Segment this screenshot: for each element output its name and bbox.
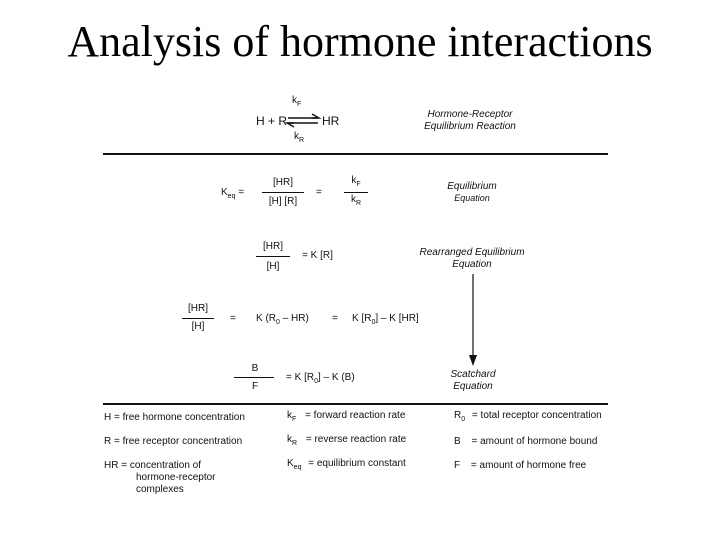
k-symbol: k xyxy=(351,175,357,186)
label-line: Scatchard xyxy=(450,369,496,380)
legend-hr-cont: complexes xyxy=(136,484,184,495)
k-subscript: eq xyxy=(227,193,236,200)
legend-kf xyxy=(287,411,405,421)
legend-subscript: F xyxy=(292,416,297,423)
equals-sign: = xyxy=(316,187,322,198)
expr-subscript: 0 xyxy=(314,378,318,385)
k-subscript: F xyxy=(297,101,302,108)
label-line: Hormone-Receptor xyxy=(427,109,513,120)
equals-sign: = xyxy=(230,313,236,324)
label-line: Equation xyxy=(452,259,492,270)
legend-text: = amount of hormone free xyxy=(470,460,587,471)
legend-symbol: B xyxy=(454,436,461,447)
reactants: H + R xyxy=(256,114,288,128)
fraction-numerator: [HR] xyxy=(273,177,293,188)
rearranged-rhs: = K [R] xyxy=(302,250,333,261)
legend-text: = amount of hormone bound xyxy=(471,436,598,447)
legend-subscript: R xyxy=(292,440,298,447)
fraction-numerator: [HR] xyxy=(263,241,283,252)
fraction-denominator: [H] [R] xyxy=(268,196,298,207)
legend-symbol: k xyxy=(287,410,292,421)
k-symbol: k xyxy=(292,95,297,106)
expr-part: ] – K [HR] xyxy=(375,313,419,324)
k-subscript: F xyxy=(356,181,361,188)
legend-text: = total receptor concentration xyxy=(471,410,602,421)
label-line: Equilibrium Reaction xyxy=(424,121,516,132)
expr-subscript: 0 xyxy=(371,319,376,326)
expr-part: K (R xyxy=(256,313,276,324)
legend-r: R = free receptor concentration xyxy=(104,436,243,447)
fraction-denominator: [H] xyxy=(191,321,205,332)
expr-part: = K [R xyxy=(286,372,315,383)
legend-symbol: R xyxy=(454,410,462,421)
k-subscript: R xyxy=(355,200,362,207)
legend-symbol: K xyxy=(287,458,294,469)
fraction-numerator: [HR] xyxy=(188,303,208,314)
legend-subscript: 0 xyxy=(461,416,466,423)
k-symbol: k xyxy=(294,131,299,142)
legend-keq xyxy=(287,459,406,469)
legend-symbol: F xyxy=(454,460,461,471)
legend-h: H = free hormone concentration xyxy=(104,412,245,423)
expr-part: ] – K (B) xyxy=(317,372,355,383)
expr-part: – HR) xyxy=(279,313,309,324)
section-divider xyxy=(103,403,608,405)
legend-text: = forward reaction rate xyxy=(305,410,406,421)
expr-part: K [R xyxy=(352,313,372,324)
label-line: Rearranged Equilibrium xyxy=(419,247,525,258)
fraction-numerator: B xyxy=(251,363,259,374)
legend-hr-cont: hormone-receptor xyxy=(136,472,216,483)
expr-subscript: 0 xyxy=(276,319,280,326)
k-symbol: K xyxy=(221,187,228,198)
legend-symbol: k xyxy=(287,434,292,445)
fraction-denominator: [H] xyxy=(266,261,280,272)
legend-f xyxy=(454,461,586,471)
legend-r0 xyxy=(454,411,602,421)
legend-text: = reverse reaction rate xyxy=(305,434,407,445)
legend-text: = equilibrium constant xyxy=(308,458,406,469)
product: HR xyxy=(322,114,340,128)
label-line: Equation xyxy=(453,381,493,392)
label-line: Equation xyxy=(454,193,490,203)
equals-sign: = xyxy=(238,187,245,198)
legend-kr xyxy=(287,435,406,445)
k-symbol: k xyxy=(350,194,356,205)
k-subscript: R xyxy=(299,137,305,144)
label-line: Equilibrium xyxy=(447,181,497,192)
legend-hr: HR = concentration of xyxy=(104,460,201,471)
fraction-denominator: F xyxy=(251,381,259,392)
legend-b xyxy=(454,437,597,447)
slide-title: Analysis of hormone interactions xyxy=(67,17,653,66)
equals-sign: = xyxy=(332,313,338,324)
legend-subscript: eq xyxy=(293,464,302,471)
